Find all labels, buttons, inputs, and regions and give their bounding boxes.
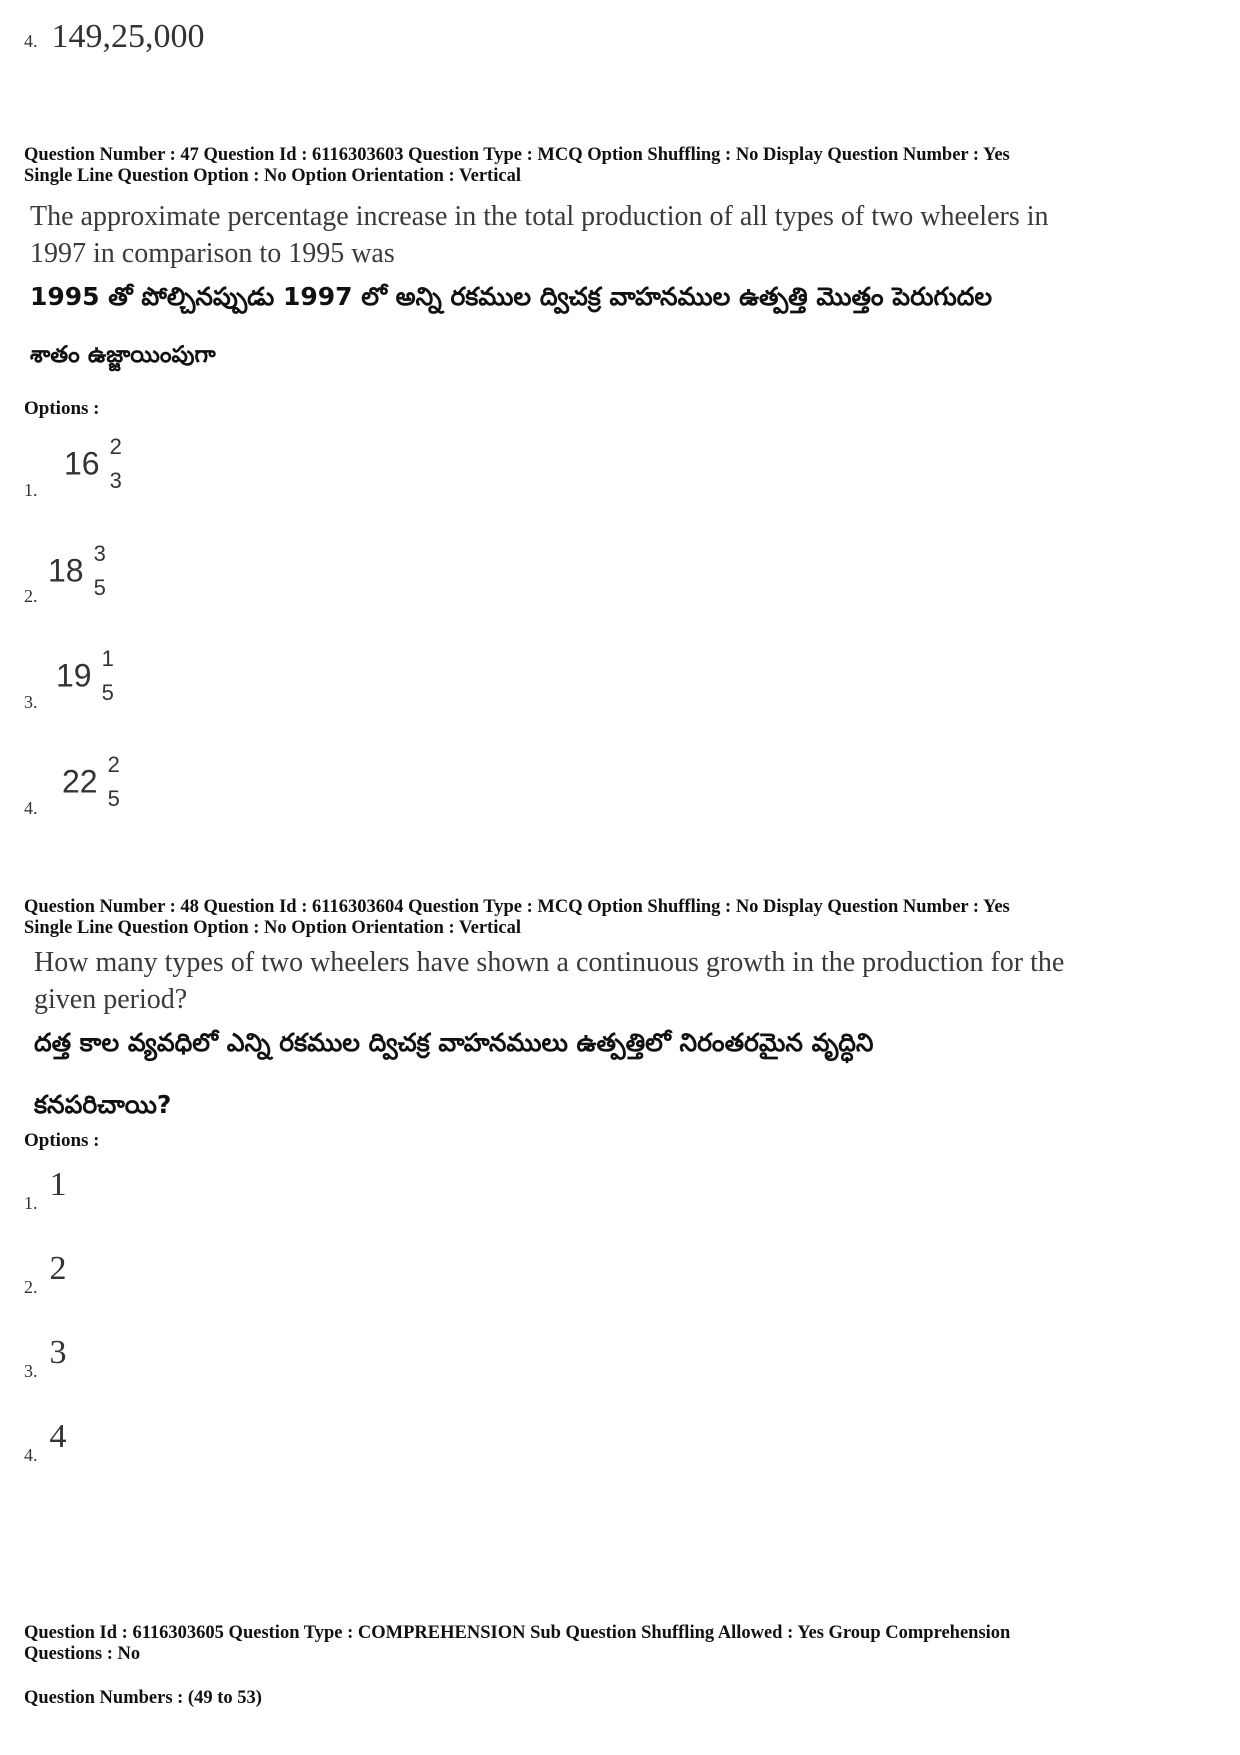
denominator: 3 [109,468,122,493]
q47-english-line1: The approximate percentage increase in the total production of all types of two wheelers in [30,201,1049,232]
numerator: 3 [93,541,106,566]
q48-english-line1: How many types of two wheelers have shown a continuous growth in the production for the [34,947,1065,978]
q47-meta [24,145,1224,187]
q47-telugu-line1: 1995 తో పోల్చినప్పుడు 1997 లో అన్ని రకముల ద్విచక్ర వాహనముల ఉత్పత్తి మొత్తం పెరుగుదల [30,282,993,311]
option-number: 4. [24,31,38,51]
option-value: 4 [49,1418,67,1455]
q48-option-1[interactable] [24,1166,67,1214]
q48-meta-line1: Question Number : 48 Question Id : 6116303604 Question Type : MCQ Option Shuffling : No Display Question Number : Yes [24,897,1010,917]
option-number: 1. [24,1193,38,1213]
q47-option-2-number: 2. [24,586,38,606]
option-value: 3 [49,1334,67,1371]
option-number: 4. [24,1445,38,1465]
q48-telugu-line1: దత్త కాల వ్యవధిలో ఎన్ని రకముల ద్విచక్ర వాహనములు ఉత్పత్తిలో నిరంతరమైన వృద్ధిని [34,1028,874,1057]
comprehension-meta [24,1623,1224,1665]
q48-option-2[interactable] [24,1250,67,1298]
numerator: 2 [109,434,122,459]
fraction [108,754,120,810]
numerator: 1 [101,646,114,671]
q47-option-3[interactable] [56,648,114,704]
q47-meta-line2: Single Line Question Option : No Option Orientation : Vertical [24,166,521,186]
q47-option-2[interactable] [48,543,106,599]
q47-telugu-line2: శాతం ఉజ్జాయింపుగా [30,342,216,368]
q47-english-line2: 1997 in comparison to 1995 was [30,238,395,269]
q48-options-label: Options : [24,1130,100,1151]
q48-option-4[interactable] [24,1418,67,1466]
fraction [94,543,106,599]
option-value: 149,25,000 [51,18,205,55]
denominator: 5 [107,786,120,811]
numerator: 2 [107,752,120,777]
q47-option-1[interactable] [64,436,122,492]
q48-telugu-line2: కనపరిచాయి? [34,1090,172,1119]
denominator: 5 [93,575,106,600]
q47-options-label: Options : [24,398,100,419]
comprehension-question-numbers: Question Numbers : (49 to 53) [24,1688,262,1708]
q48-meta [24,897,1224,939]
whole-part: 18 [48,552,84,589]
q47-english-text [30,198,1220,272]
whole-part: 16 [64,445,100,482]
q48-english-line2: given period? [34,984,188,1015]
option-number: 3. [24,1361,38,1381]
q47-meta-line1: Question Number : 47 Question Id : 6116303603 Question Type : MCQ Option Shuffling : No Display Question Number : Yes [24,145,1010,165]
whole-part: 22 [62,763,98,800]
comprehension-meta-line1: Question Id : 6116303605 Question Type : COMPREHENSION Sub Question Shuffling Allowed : Yes Group Comprehension [24,1623,1011,1643]
q47-option-4-number: 4. [24,798,38,818]
comprehension-meta-line2: Questions : No [24,1644,141,1664]
q47-option-3-number: 3. [24,692,38,712]
whole-part: 19 [56,657,92,694]
option-number: 2. [24,1277,38,1297]
denominator: 5 [101,680,114,705]
q48-meta-line2: Single Line Question Option : No Option Orientation : Vertical [24,918,521,938]
fraction [110,436,122,492]
q48-option-3[interactable] [24,1334,67,1382]
fraction [102,648,114,704]
prev-option-4 [24,18,205,56]
q47-option-1-number: 1. [24,480,38,500]
option-value: 2 [49,1250,67,1287]
q48-english-text [34,944,1224,1018]
option-value: 1 [49,1166,67,1203]
q47-option-4[interactable] [62,754,120,810]
